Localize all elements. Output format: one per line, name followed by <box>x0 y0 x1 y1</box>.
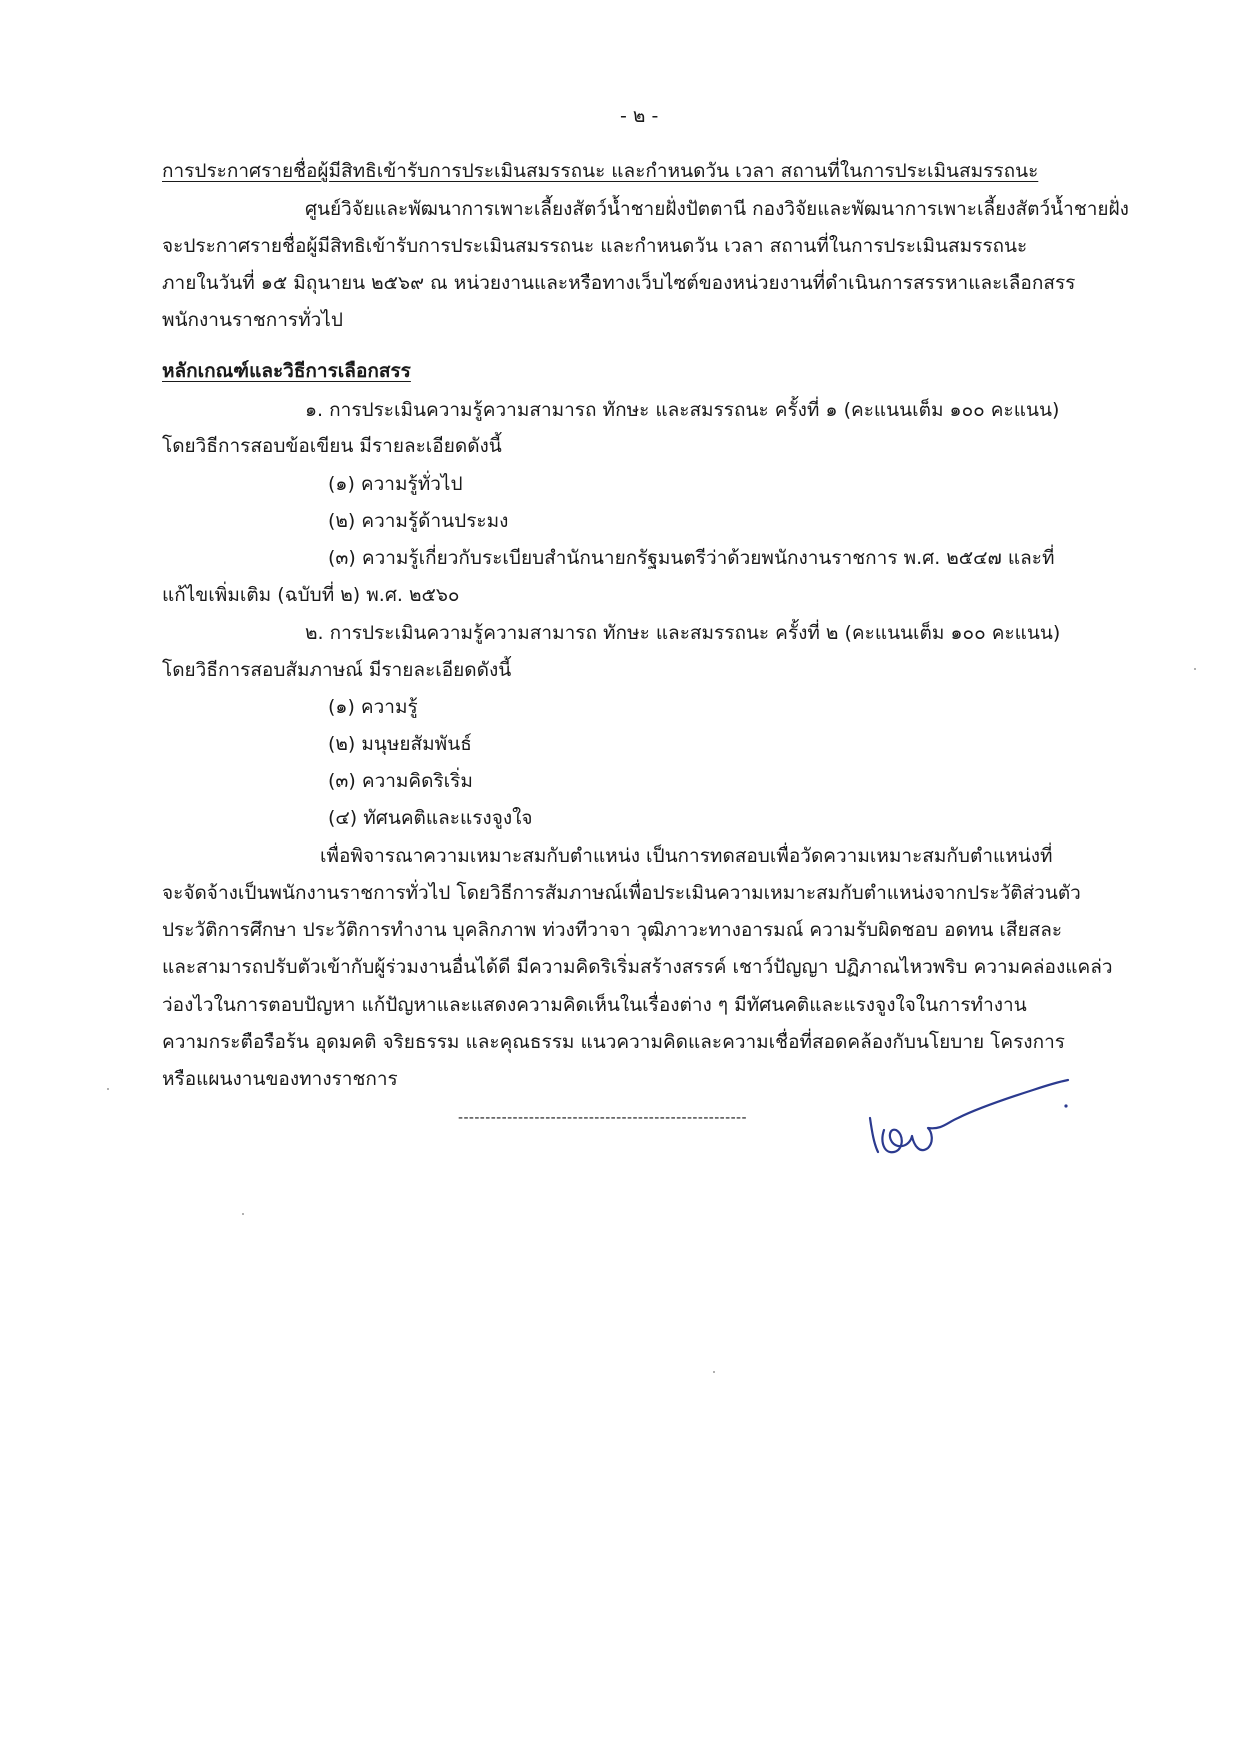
paragraph-line: จะประกาศรายชื่อผู้มีสิทธิเข้ารับการประเมินสมรรถนะ และกำหนดวัน เวลา สถานที่ในการประเมินสมรรถนะ <box>162 235 1028 257</box>
paragraph-line: ภายในวันที่ ๑๕ มิถุนายน ๒๕๖๙ ณ หน่วยงานและหรือทางเว็บไซต์ของหน่วยงานที่ดำเนินการสรรหาและเลือกสรร <box>162 272 1076 294</box>
scan-speck <box>107 1088 109 1090</box>
paragraph-line: หรือแผนงานของทางราชการ <box>162 1068 398 1090</box>
section-heading-criteria: หลักเกณฑ์และวิธีการเลือกสรร <box>162 360 411 382</box>
criteria-sub-item: (๒) มนุษยสัมพันธ์ <box>328 733 472 755</box>
criteria-sub-item: (๒) ความรู้ด้านประมง <box>328 510 509 532</box>
scan-speck <box>713 1371 715 1373</box>
paragraph-line: ศูนย์วิจัยและพัฒนาการเพาะเลี้ยงสัตว์น้ำชายฝั่งปัตตานี กองวิจัยและพัฒนาการเพาะเลี้ยงสัตว์น้ำชายฝั่ง <box>305 198 1129 220</box>
paragraph-line: ความกระตือรือร้น อุดมคติ จริยธรรม และคุณธรรม แนวความคิดและความเชื่อที่สอดคล้องกับนโยบาย โครงการ <box>162 1031 1065 1053</box>
paragraph-line: ว่องไวในการตอบปัญหา แก้ปัญหาและแสดงความคิดเห็นในเรื่องต่าง ๆ มีทัศนคติและแรงจูงใจในการทำงาน <box>162 994 1027 1016</box>
criteria-sub-item: (๑) ความรู้ <box>328 696 418 718</box>
paragraph-line: และสามารถปรับตัวเข้ากับผู้ร่วมงานอื่นได้ดี มีความคิดริเริ่มสร้างสรรค์ เชาว์ปัญญา ปฏิภาณไหวพริบ ความคล่องแคล่ว <box>162 956 1113 978</box>
scan-speck <box>242 1213 244 1215</box>
criteria-sub-item: (๓) ความรู้เกี่ยวกับระเบียบสำนักนายกรัฐมนตรีว่าด้วยพนักงานราชการ พ.ศ. ๒๕๔๗ และที่ <box>328 547 1055 569</box>
criteria-sub-item: (๓) ความคิดริเริ่ม <box>328 770 473 792</box>
criteria-sub-item-cont: แก้ไขเพิ่มเติม (ฉบับที่ ๒) พ.ศ. ๒๕๖๐ <box>162 584 460 606</box>
paragraph-line: พนักงานราชการทั่วไป <box>162 309 343 331</box>
criteria-item-1: ๑. การประเมินความรู้ความสามารถ ทักษะ และสมรรถนะ ครั้งที่ ๑ (คะแนนเต็ม ๑๐๐ คะแนน) <box>305 399 1060 421</box>
page-number: - ๒ - <box>620 105 659 127</box>
criteria-item-1-cont: โดยวิธีการสอบข้อเขียน มีรายละเอียดดังนี้ <box>162 435 502 457</box>
criteria-item-2: ๒. การประเมินความรู้ความสามารถ ทักษะ และสมรรถนะ ครั้งที่ ๒ (คะแนนเต็ม ๑๐๐ คะแนน) <box>305 622 1061 644</box>
criteria-sub-item: (๑) ความรู้ทั่วไป <box>328 473 463 495</box>
paragraph-line: ประวัติการศึกษา ประวัติการทำงาน บุคลิกภาพ ท่วงทีวาจา วุฒิภาวะทางอารมณ์ ความรับผิดชอบ อดทน เสียสละ <box>162 919 1063 941</box>
scan-speck <box>1194 668 1196 670</box>
criteria-item-2-cont: โดยวิธีการสอบสัมภาษณ์ มีรายละเอียดดังนี้ <box>162 659 512 681</box>
signature <box>858 1060 1098 1170</box>
paragraph-line: เพื่อพิจารณาความเหมาะสมกับตำแหน่ง เป็นการทดสอบเพื่อวัดความเหมาะสมกับตำแหน่งที่ <box>320 845 1053 867</box>
section-heading-announcement: การประกาศรายชื่อผู้มีสิทธิเข้ารับการประเมินสมรรถนะ และกำหนดวัน เวลา สถานที่ในการประเมินสมรรถนะ <box>162 160 1039 182</box>
criteria-sub-item: (๔) ทัศนคติและแรงจูงใจ <box>328 807 533 829</box>
separator-line: ----------------------------------------------------- <box>458 1110 747 1126</box>
paragraph-line: จะจัดจ้างเป็นพนักงานราชการทั่วไป โดยวิธีการสัมภาษณ์เพื่อประเมินความเหมาะสมกับตำแหน่งจากประวัติส่วนตัว <box>162 882 1081 904</box>
